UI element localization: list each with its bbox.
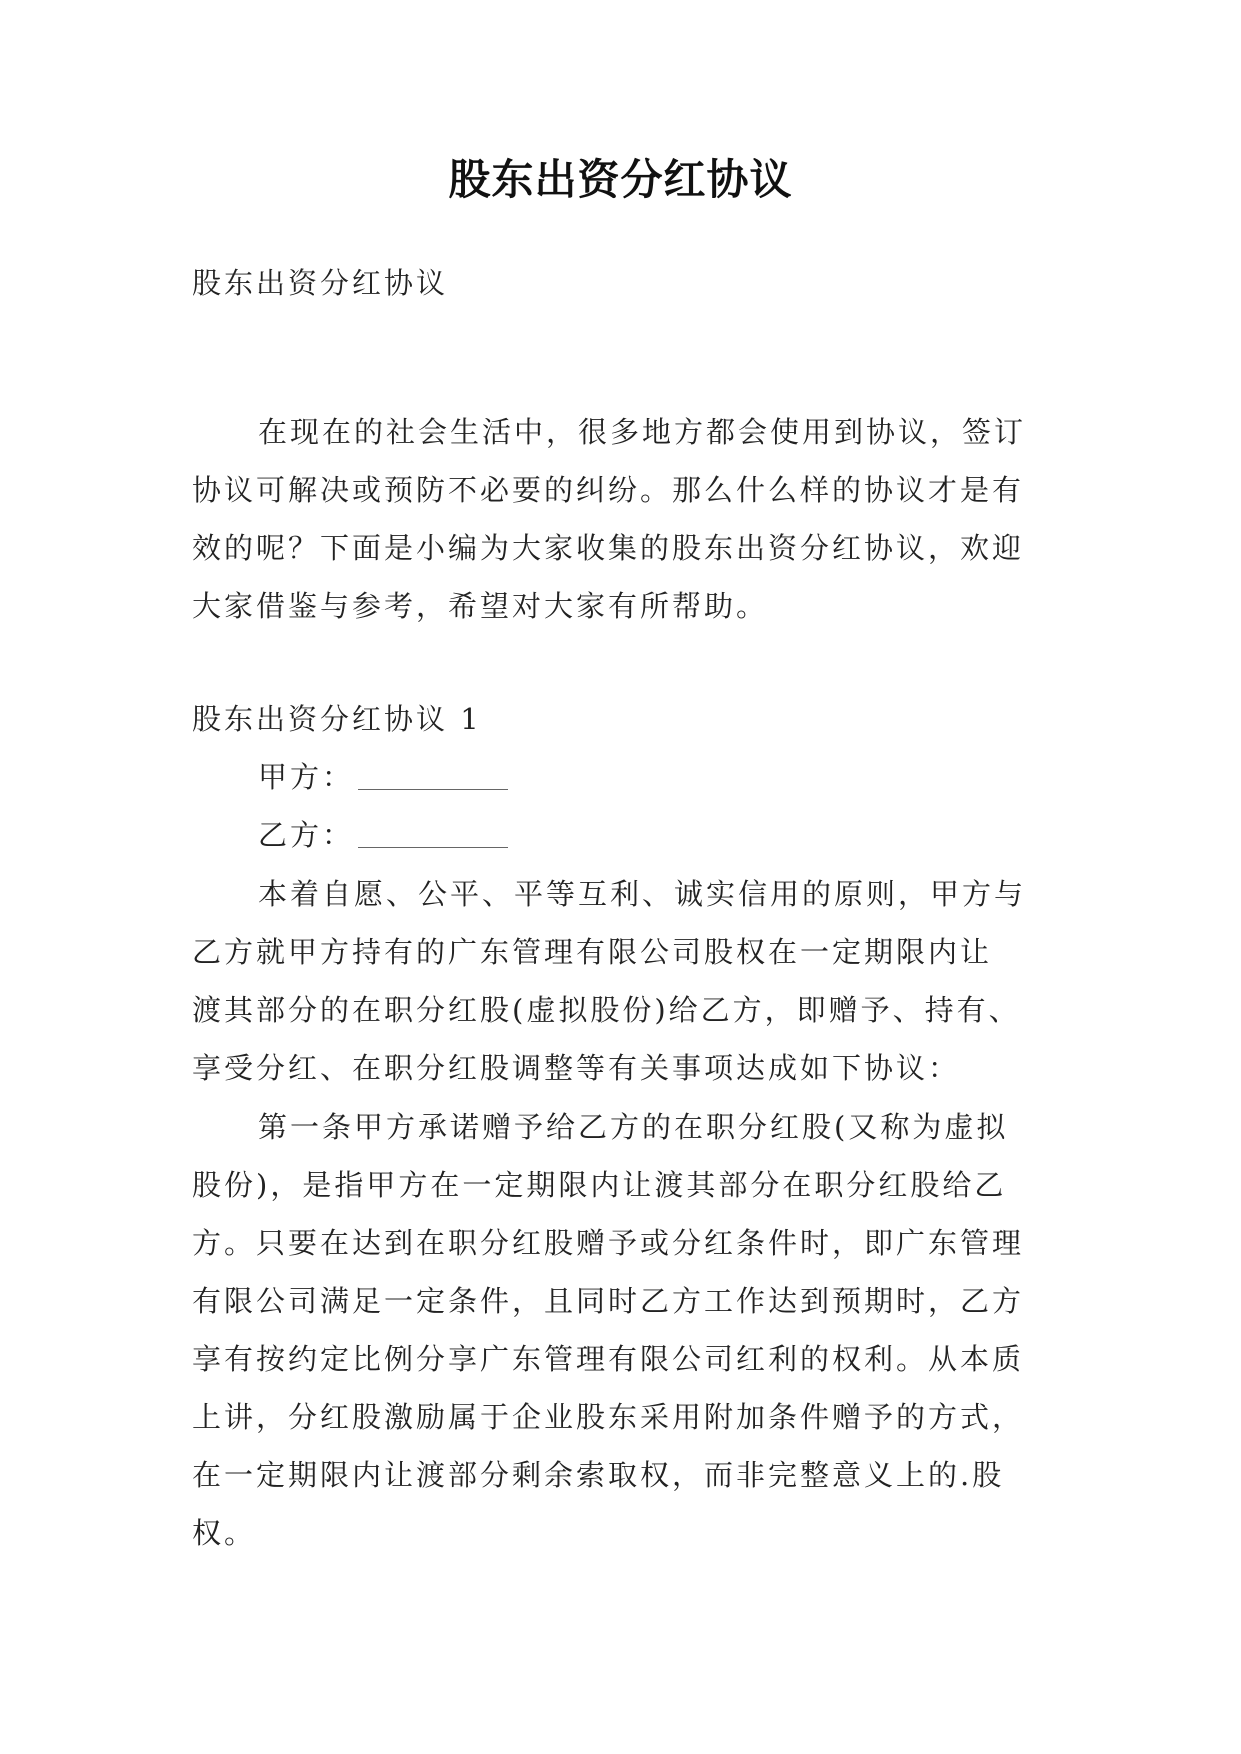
article-one-line-5: 享有按约定比例分享广东管理有限公司红利的权利。从本质: [192, 1342, 1025, 1376]
article-one-line-8: 权。: [192, 1516, 257, 1550]
article-one-line-7: 在一定期限内让渡部分剩余索取权，而非完整意义上的.股: [192, 1458, 1005, 1492]
article-one-line-2: 股份)，是指甲方在一定期限内让渡其部分在职分红股给乙: [192, 1168, 1007, 1202]
article-one-line-3: 方。只要在达到在职分红股赠予或分红条件时，即广东管理: [192, 1226, 1025, 1260]
document-subtitle: 股东出资分红协议: [192, 266, 449, 300]
clause-intro-line-1: 本着自愿、公平、平等互利、诚实信用的原则，甲方与: [258, 877, 1027, 911]
article-one-line-4: 有限公司满足一定条件，且同时乙方工作达到预期时，乙方: [192, 1284, 1025, 1318]
party-b-label: 乙方：: [258, 818, 355, 852]
article-one-line-1: 第一条甲方承诺赠予给乙方的在职分红股(又称为虚拟: [258, 1110, 1009, 1144]
intro-line-1: 在现在的社会生活中，很多地方都会使用到协议，签订: [258, 415, 1027, 449]
party-a-blank: [358, 789, 508, 790]
intro-line-3: 效的呢？下面是小编为大家收集的股东出资分红协议，欢迎: [192, 531, 1025, 565]
party-b-line: [258, 806, 508, 864]
clause-intro-line-2: 乙方就甲方持有的广东管理有限公司股权在一定期限内让: [192, 935, 993, 969]
clause-intro-line-3: 渡其部分的在职分红股(虚拟股份)给乙方，即赠予、持有、: [192, 993, 1021, 1027]
document-title: 股东出资分红协议: [448, 155, 793, 204]
party-a-line: [258, 748, 508, 806]
party-b-blank: [358, 847, 508, 848]
section-heading: 股东出资分红协议 1: [192, 702, 482, 736]
intro-line-2: 协议可解决或预防不必要的纠纷。那么什么样的协议才是有: [192, 473, 1025, 507]
party-a-label: 甲方：: [258, 760, 355, 794]
clause-intro-line-4: 享受分红、在职分红股调整等有关事项达成如下协议：: [192, 1051, 961, 1085]
article-one-line-6: 上讲，分红股激励属于企业股东采用附加条件赠予的方式，: [192, 1400, 1025, 1434]
intro-line-4: 大家借鉴与参考，希望对大家有所帮助。: [192, 589, 769, 623]
